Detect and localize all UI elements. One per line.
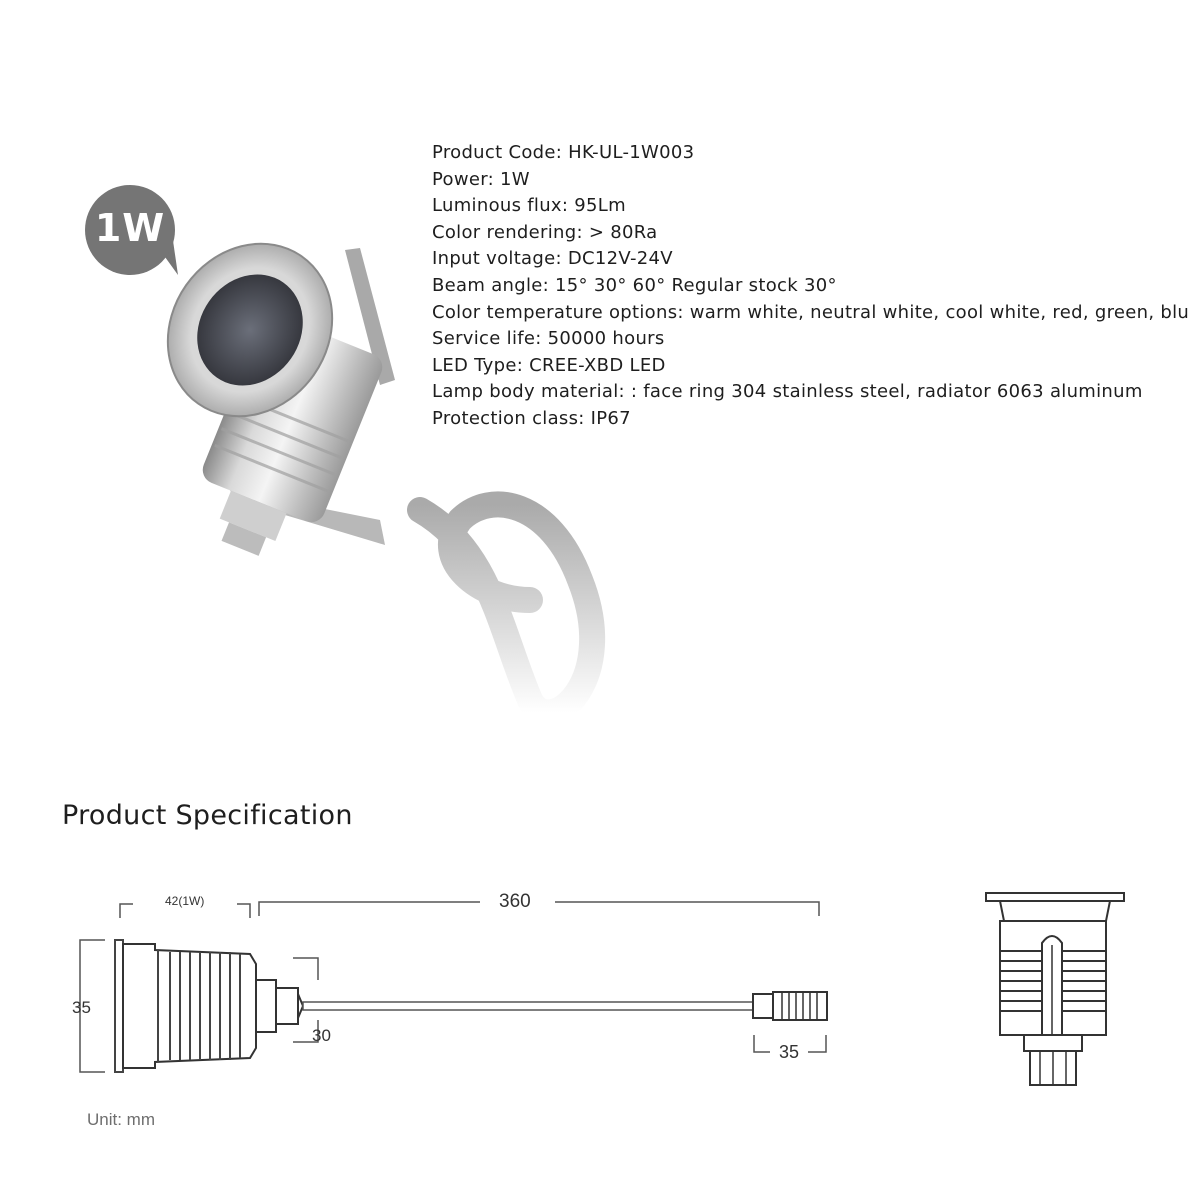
front-view-drawing [980,885,1130,1095]
cable-outline [303,1002,753,1010]
side-view-drawing [60,880,850,1090]
spec-product-code: Product Code: HK-UL-1W003 [432,142,695,163]
dim-cable-length: 360 [499,891,531,912]
spec-color-rendering: Color rendering: > 80Ra [432,221,658,243]
dim-diameter: 35 [72,998,91,1017]
spec-protection-class: Protection class: IP67 [432,407,631,429]
flange-outline [115,940,123,1072]
dim-body-length: 42(1W) [165,894,205,908]
unit-label: Unit: mm [87,1110,155,1129]
gland-outline [256,980,276,1032]
spec-body-material: Lamp body material: : face ring 304 stainless steel, radiator 6063 aluminum [432,381,1143,403]
spec-color-temperature: Color temperature options: warm white, neutral white, cool white, red, green, blu [432,301,1190,323]
dim-gland: 30 [312,1026,331,1045]
spec-list [432,140,1200,433]
spec-luminous-flux: Luminous flux: 95Lm [432,195,626,217]
power-badge-label: 1W [94,206,166,250]
connector-outline [753,994,773,1018]
spec-led-type: LED Type: CREE-XBD LED [432,354,666,376]
cable-image [420,504,592,712]
dim-connector: 35 [779,1042,800,1062]
spec-beam-angle: Beam angle: 15° 30° 60° Regular stock 30° [432,274,837,296]
section-title: Product Specification [62,800,353,831]
spec-input-voltage: Input voltage: DC12V-24V [432,248,673,270]
spec-power: Power: 1W [432,168,530,190]
spec-service-life: Service life: 50000 hours [432,328,665,350]
